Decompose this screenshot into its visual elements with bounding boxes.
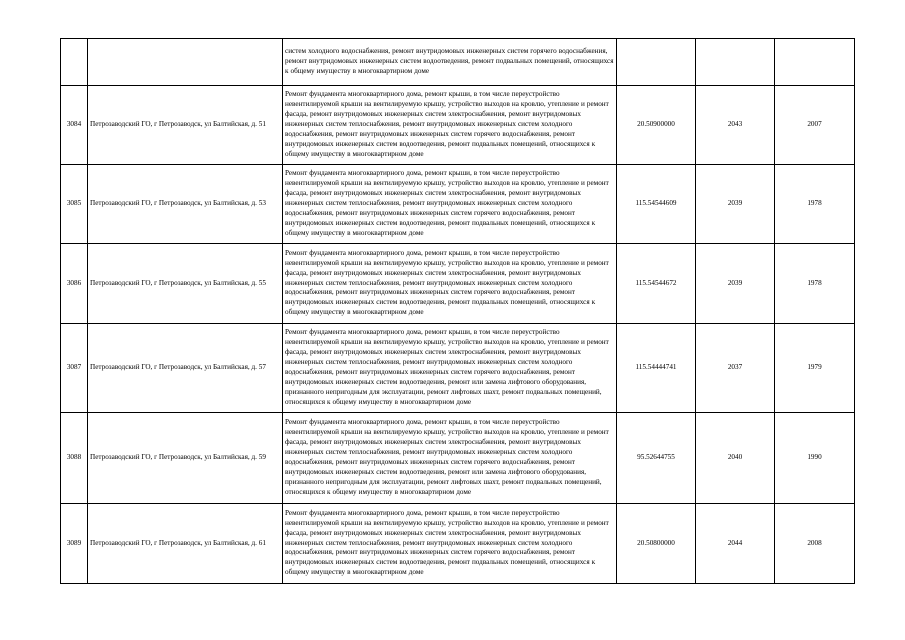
row-number: 3085 [61,165,88,244]
row-year-built [775,39,855,86]
table-row [61,504,855,584]
row-number: 3084 [61,86,88,165]
row-year-plan: 2043 [696,86,775,165]
capital-repair-table [60,38,855,584]
row-works: Ремонт фундамента многоквартирного дома, ремонт крыши, в том числе переустройство невентилируемой крыши на вентилируемую крышу, устройство выходов на кровлю, утепление и ремонт фасада, ремонт внутридомовых инженерных систем электроснабжения, ремонт внутридомовых инженерных систем теплоснабжения, ремонт внутридомовых инженерных систем холодного водоснабжения, ремонт внутридомовых инженерных систем горячего водоснабжения, ремонт внутридомовых инженерных систем водоотведения, ремонт или замена лифтового оборудования, признанного непригодным для эксплуатации, ремонт лифтовых шахт, ремонт подвальных помещений, относящихся к общему имуществу в многоквартирном доме [283,413,617,504]
row-area: 115.54444741 [617,324,696,413]
row-area: 95.52644755 [617,413,696,504]
row-number [61,39,88,86]
row-address: Петрозаводский ГО, г Петрозаводск, ул Балтийская, д. 55 [88,244,283,324]
row-number: 3089 [61,504,88,584]
table-row [61,165,855,244]
row-year-plan: 2039 [696,244,775,324]
row-works: Ремонт фундамента многоквартирного дома, ремонт крыши, в том числе переустройство невентилируемой крыши на вентилируемую крышу, устройство выходов на кровлю, утепление и ремонт фасада, ремонт внутридомовых инженерных систем электроснабжения, ремонт внутридомовых инженерных систем теплоснабжения, ремонт внутридомовых инженерных систем холодного водоснабжения, ремонт внутридомовых инженерных систем горячего водоснабжения, ремонт внутридомовых инженерных систем водоотведения, ремонт подвальных помещений, относящихся к общему имуществу в многоквартирном доме [283,244,617,324]
row-works: систем холодного водоснабжения, ремонт внутридомовых инженерных систем горячего водоснабжения, ремонт внутридомовых инженерных систем водоотведения, ремонт подвальных помещений, относящихся к общему имуществу в многоквартирном доме [283,39,617,86]
table-row [61,244,855,324]
row-year-plan: 2044 [696,504,775,584]
row-area: 20.50900000 [617,86,696,165]
row-number: 3086 [61,244,88,324]
row-year-built: 1979 [775,324,855,413]
row-address: Петрозаводский ГО, г Петрозаводск, ул Балтийская, д. 53 [88,165,283,244]
row-year-plan: 2037 [696,324,775,413]
table-row [61,86,855,165]
row-works: Ремонт фундамента многоквартирного дома, ремонт крыши, в том числе переустройство невентилируемой крыши на вентилируемую крышу, устройство выходов на кровлю, утепление и ремонт фасада, ремонт внутридомовых инженерных систем электроснабжения, ремонт внутридомовых инженерных систем теплоснабжения, ремонт внутридомовых инженерных систем холодного водоснабжения, ремонт внутридомовых инженерных систем горячего водоснабжения, ремонт внутридомовых инженерных систем водоотведения, ремонт подвальных помещений, относящихся к общему имуществу в многоквартирном доме [283,165,617,244]
row-address: Петрозаводский ГО, г Петрозаводск, ул Балтийская, д. 61 [88,504,283,584]
row-area: 115.54544672 [617,244,696,324]
row-number: 3088 [61,413,88,504]
table-row [61,39,855,86]
row-number: 3087 [61,324,88,413]
row-year-plan: 2040 [696,413,775,504]
row-year-built: 1990 [775,413,855,504]
row-address [88,39,283,86]
row-year-built: 2008 [775,504,855,584]
row-area [617,39,696,86]
table-row [61,324,855,413]
row-works: Ремонт фундамента многоквартирного дома, ремонт крыши, в том числе переустройство невентилируемой крыши на вентилируемую крышу, устройство выходов на кровлю, утепление и ремонт фасада, ремонт внутридомовых инженерных систем электроснабжения, ремонт внутридомовых инженерных систем теплоснабжения, ремонт внутридомовых инженерных систем холодного водоснабжения, ремонт внутридомовых инженерных систем горячего водоснабжения, ремонт внутридомовых инженерных систем водоотведения, ремонт подвальных помещений, относящихся к общему имуществу в многоквартирном доме [283,86,617,165]
row-year-plan: 2039 [696,165,775,244]
row-address: Петрозаводский ГО, г Петрозаводск, ул Балтийская, д. 51 [88,86,283,165]
row-year-built: 1978 [775,244,855,324]
row-works: Ремонт фундамента многоквартирного дома, ремонт крыши, в том числе переустройство невентилируемой крыши на вентилируемую крышу, устройство выходов на кровлю, утепление и ремонт фасада, ремонт внутридомовых инженерных систем электроснабжения, ремонт внутридомовых инженерных систем теплоснабжения, ремонт внутридомовых инженерных систем холодного водоснабжения, ремонт внутридомовых инженерных систем горячего водоснабжения, ремонт внутридомовых инженерных систем водоотведения, ремонт подвальных помещений, относящихся к общему имуществу в многоквартирном доме [283,504,617,584]
row-works: Ремонт фундамента многоквартирного дома, ремонт крыши, в том числе переустройство невентилируемой крыши на вентилируемую крышу, устройство выходов на кровлю, утепление и ремонт фасада, ремонт внутридомовых инженерных систем электроснабжения, ремонт внутридомовых инженерных систем теплоснабжения, ремонт внутридомовых инженерных систем холодного водоснабжения, ремонт внутридомовых инженерных систем горячего водоснабжения, ремонт внутридомовых инженерных систем водоотведения, ремонт или замена лифтового оборудования, признанного непригодным для эксплуатации, ремонт лифтовых шахт, ремонт подвальных помещений, относящихся к общему имуществу в многоквартирном доме [283,324,617,413]
row-address: Петрозаводский ГО, г Петрозаводск, ул Балтийская, д. 59 [88,413,283,504]
row-area: 115.54544609 [617,165,696,244]
row-address: Петрозаводский ГО, г Петрозаводск, ул Балтийская, д. 57 [88,324,283,413]
row-year-built: 1978 [775,165,855,244]
row-year-plan [696,39,775,86]
table-row [61,413,855,504]
row-area: 20.50800000 [617,504,696,584]
row-year-built: 2007 [775,86,855,165]
